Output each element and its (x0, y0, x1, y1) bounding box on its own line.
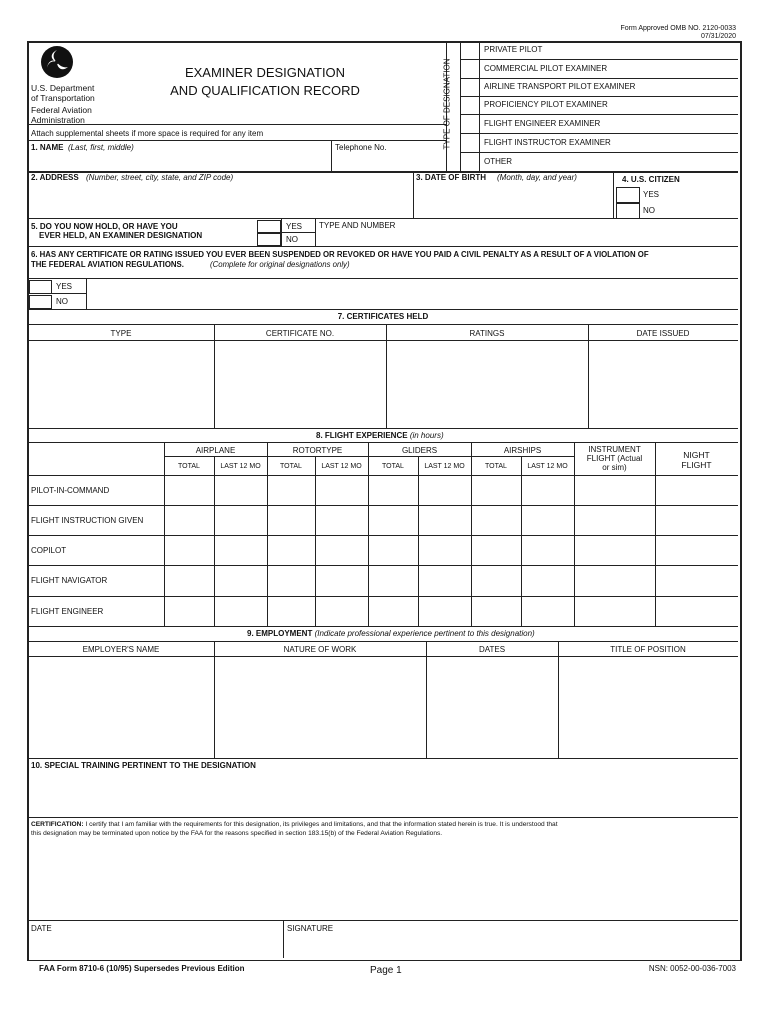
row-flight-engineer: FLIGHT ENGINEER (31, 607, 104, 616)
emp-employer-field[interactable] (30, 658, 212, 756)
q5-no-checkbox[interactable] (257, 233, 281, 246)
emp-col-dates: DATES (478, 645, 506, 654)
night-line1: NIGHT (683, 450, 710, 460)
q5-type-number-field[interactable] (318, 231, 736, 245)
checkbox-proficiency-pilot-examiner[interactable] (462, 98, 478, 113)
footer-form-number: FAA Form 8710-6 (10/95) Supersedes Previous Edition (39, 964, 245, 973)
designation-proficiency-pilot-examiner: PROFICIENCY PILOT EXAMINER (484, 100, 608, 109)
telephone-label: Telephone No. (335, 143, 387, 152)
q5-yes-checkbox[interactable] (257, 220, 281, 233)
checkbox-flight-instructor-examiner[interactable] (462, 135, 478, 151)
signature-field[interactable] (287, 935, 735, 956)
attach-note: Attach supplemental sheets if more space is required for any item (31, 129, 264, 138)
q6-hint: (Complete for original designations only) (210, 260, 350, 269)
citizen-label: 4. U.S. CITIZEN (622, 175, 680, 184)
cert-number-field[interactable] (216, 342, 384, 426)
group-airplane: AIRPLANE (195, 446, 236, 455)
citizen-no-label: NO (643, 206, 655, 215)
agency-line2: of Transportation (31, 93, 95, 103)
night-line2: FLIGHT (681, 460, 712, 470)
cert-col-type: TYPE (110, 329, 132, 338)
q5-no-label: NO (286, 235, 298, 244)
certificates-heading: 7. CERTIFICATES HELD (337, 312, 429, 321)
certification-label: CERTIFICATION: (31, 821, 84, 828)
row-flight-instruction-given: FLIGHT INSTRUCTION GIVEN (31, 516, 144, 525)
airplane-total: TOTAL (178, 463, 200, 470)
footer-nsn: NSN: 0052-00-036-7003 (648, 964, 736, 973)
airships-total: TOTAL (485, 463, 507, 470)
cert-date-field[interactable] (590, 342, 736, 426)
agency-line3: Federal Aviation (31, 105, 92, 115)
group-gliders: GLIDERS (401, 446, 438, 455)
address-hint: (Number, street, city, state, and ZIP code) (86, 173, 234, 182)
dob-hint: (Month, day, and year) (497, 173, 577, 182)
employment-heading (247, 629, 535, 639)
name-label: 1. NAME (31, 143, 64, 152)
designation-private-pilot: PRIVATE PILOT (484, 45, 543, 54)
cert-col-ratings: RATINGS (469, 329, 505, 338)
flight-heading (316, 431, 444, 441)
telephone-field[interactable] (333, 154, 443, 171)
checkbox-airline-transport-pilot-examiner[interactable] (462, 80, 478, 95)
q5-yes-label: YES (286, 222, 303, 231)
training-label: 10. SPECIAL TRAINING PERTINENT TO THE DESIGNATION (31, 761, 256, 770)
group-rotortype: ROTORTYPE (292, 446, 343, 455)
emp-col-title: TITLE OF POSITION (610, 645, 686, 654)
airplane-last12: LAST 12 MO (220, 463, 261, 470)
dob-field[interactable] (416, 184, 610, 217)
flight-heading-text: 8. FLIGHT EXPERIENCE (316, 431, 408, 440)
citizen-yes-checkbox[interactable] (616, 187, 640, 203)
row-flight-navigator: FLIGHT NAVIGATOR (31, 576, 108, 585)
emp-col-employer: EMPLOYER'S NAME (82, 645, 160, 654)
airships-last12: LAST 12 MO (527, 463, 568, 470)
gliders-last12: LAST 12 MO (424, 463, 465, 470)
designation-other: OTHER (484, 157, 512, 166)
rotortype-total: TOTAL (280, 463, 302, 470)
form-title-line2: AND QUALIFICATION RECORD (170, 83, 360, 98)
flight-heading-hint: (in hours) (409, 431, 444, 440)
gliders-total: TOTAL (382, 463, 404, 470)
agency-line1: U.S. Department (31, 83, 95, 93)
checkbox-private-pilot[interactable] (462, 43, 478, 58)
emp-nature-field[interactable] (216, 658, 424, 756)
certification-text1: I certify that I am familiar with the requirements for this designation, its privileges and limitations, and that the information stated herein is true. It is understood that (85, 821, 558, 828)
emp-title-field[interactable] (560, 658, 736, 756)
agency-line4: Administration (31, 115, 85, 125)
row-copilot: COPILOT (31, 546, 67, 555)
footer-page: Page 1 (370, 965, 402, 976)
date-label: DATE (31, 924, 52, 933)
citizen-no-checkbox[interactable] (616, 203, 640, 219)
designation-flight-engineer-examiner: FLIGHT ENGINEER EXAMINER (484, 119, 601, 128)
training-field[interactable] (30, 773, 736, 815)
checkbox-commercial-pilot-examiner[interactable] (462, 61, 478, 77)
q5-line2: EVER HELD, AN EXAMINER DESIGNATION (39, 231, 203, 240)
form-title-line1: EXAMINER DESIGNATION (184, 65, 346, 80)
dob-label: 3. DATE OF BIRTH (416, 173, 487, 182)
emp-dates-field[interactable] (428, 658, 556, 756)
type-designation-label: TYPE OF DESIGNATION (442, 58, 452, 150)
flight-hours-grid[interactable] (165, 476, 737, 625)
q6-line2: THE FEDERAL AVIATION REGULATIONS. (31, 260, 184, 269)
signature-label: SIGNATURE (287, 924, 334, 933)
name-hint: (Last, first, middle) (68, 143, 134, 152)
q5-line1: 5. DO YOU NOW HOLD, OR HAVE YOU (31, 222, 178, 231)
instrument-line2: FLIGHT (Actual (586, 454, 643, 463)
dot-logo (40, 45, 74, 79)
certification-text2: this designation may be terminated upon notice by the FAA for the reasons specified in section 183.15(b) of the Federal Aviation Regulations. (31, 830, 443, 837)
address-label: 2. ADDRESS (31, 173, 79, 182)
omb-number: Form Approved OMB NO. 2120-0033 (620, 25, 736, 32)
rotortype-last12: LAST 12 MO (321, 463, 362, 470)
cert-col-date-issued: DATE ISSUED (636, 329, 690, 338)
cert-col-number: CERTIFICATE NO. (265, 329, 335, 338)
row-pilot-in-command: PILOT-IN-COMMAND (31, 486, 110, 495)
designation-commercial-pilot-examiner: COMMERCIAL PILOT EXAMINER (484, 64, 608, 73)
instrument-line1: INSTRUMENT (588, 445, 641, 454)
date-field[interactable] (30, 935, 280, 956)
employment-heading-text: 9. EMPLOYMENT (247, 629, 313, 638)
checkbox-other[interactable] (462, 154, 478, 171)
cert-type-field[interactable] (30, 342, 212, 426)
employment-heading-hint: (Indicate professional experience pertinent to this designation) (314, 629, 535, 638)
checkbox-flight-engineer-examiner[interactable] (462, 116, 478, 132)
q5-type-number-label: TYPE AND NUMBER (319, 221, 396, 230)
group-airships: AIRSHIPS (503, 446, 542, 455)
citizen-yes-label: YES (643, 190, 660, 199)
q6-line1: 6. HAS ANY CERTIFICATE OR RATING ISSUED YOU EVER BEEN SUSPENDED OR REVOKED OR HAVE YOU PAID A CIVIL PENALTY AS A RESULT OF A VIOLATION OF (31, 250, 649, 259)
q6-no-checkbox[interactable] (29, 295, 52, 309)
cert-ratings-field[interactable] (388, 342, 586, 426)
q6-yes-checkbox[interactable] (29, 280, 52, 294)
address-field[interactable] (30, 184, 410, 217)
name-field[interactable] (29, 154, 329, 171)
designation-flight-instructor-examiner: FLIGHT INSTRUCTOR EXAMINER (484, 138, 611, 147)
omb-expiry: 07/31/2020 (700, 33, 736, 40)
emp-col-nature: NATURE OF WORK (283, 645, 357, 654)
designation-airline-transport-pilot-examiner: AIRLINE TRANSPORT PILOT EXAMINER (484, 82, 636, 91)
q6-yes-label: YES (56, 282, 73, 291)
q6-no-label: NO (56, 297, 68, 306)
instrument-line3: or sim) (602, 463, 627, 472)
